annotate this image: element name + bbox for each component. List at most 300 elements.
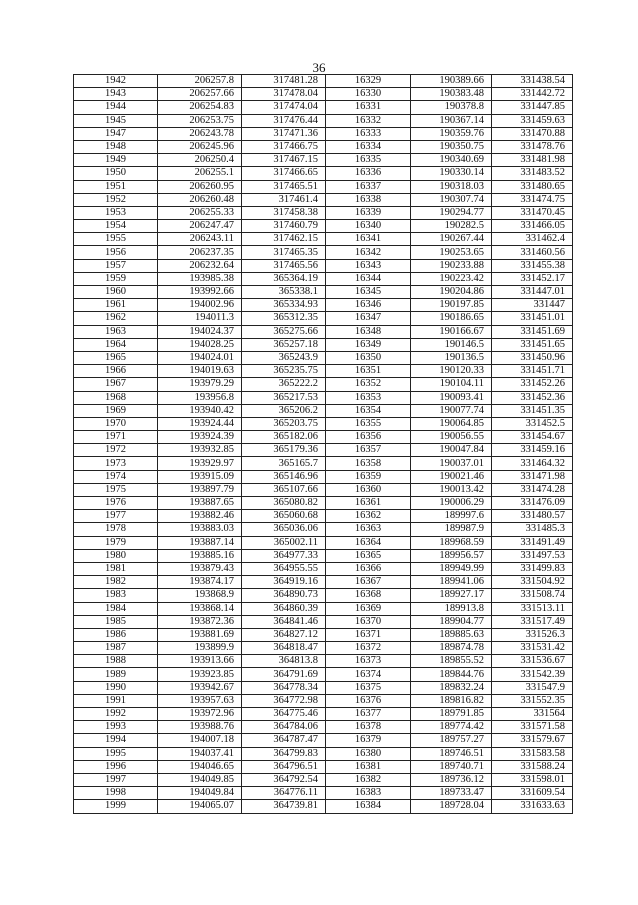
y-coordinate-a-cell: 365002.11 <box>242 536 326 549</box>
x-coordinate-b-cell: 190021.46 <box>411 470 492 483</box>
x-coordinate-a-cell: 206255.1 <box>158 167 242 180</box>
y-coordinate-a-cell: 317481.28 <box>242 75 326 88</box>
point-number-a-cell: 1966 <box>74 365 158 378</box>
y-coordinate-b-cell: 331447 <box>492 299 573 312</box>
point-number-a-cell: 1999 <box>74 800 158 813</box>
y-coordinate-a-cell: 364890.73 <box>242 589 326 602</box>
x-coordinate-a-cell: 206250.4 <box>158 154 242 167</box>
point-number-a-cell: 1989 <box>74 668 158 681</box>
point-number-b-cell: 16381 <box>326 760 411 773</box>
y-coordinate-b-cell: 331564 <box>492 708 573 721</box>
x-coordinate-b-cell: 190104.11 <box>411 378 492 391</box>
x-coordinate-a-cell: 206260.95 <box>158 180 242 193</box>
x-coordinate-a-cell: 193985.38 <box>158 272 242 285</box>
y-coordinate-b-cell: 331526.3 <box>492 628 573 641</box>
y-coordinate-b-cell: 331542.39 <box>492 668 573 681</box>
y-coordinate-b-cell: 331455.38 <box>492 259 573 272</box>
point-number-b-cell: 16371 <box>326 628 411 641</box>
x-coordinate-b-cell: 190282.5 <box>411 220 492 233</box>
x-coordinate-a-cell: 193923.85 <box>158 668 242 681</box>
point-number-b-cell: 16360 <box>326 483 411 496</box>
table-row <box>74 523 573 536</box>
x-coordinate-b-cell: 190197.85 <box>411 299 492 312</box>
point-number-b-cell: 16340 <box>326 220 411 233</box>
table-row <box>74 800 573 813</box>
y-coordinate-b-cell: 331452.26 <box>492 378 573 391</box>
x-coordinate-b-cell: 190146.5 <box>411 338 492 351</box>
point-number-b-cell: 16342 <box>326 246 411 259</box>
table-row <box>74 127 573 140</box>
x-coordinate-b-cell: 189791.85 <box>411 708 492 721</box>
point-number-a-cell: 1947 <box>74 127 158 140</box>
table-row <box>74 497 573 510</box>
y-coordinate-b-cell: 331451.65 <box>492 338 573 351</box>
y-coordinate-a-cell: 317467.15 <box>242 154 326 167</box>
x-coordinate-a-cell: 193887.14 <box>158 536 242 549</box>
point-number-b-cell: 16353 <box>326 391 411 404</box>
table-row <box>74 773 573 786</box>
point-number-a-cell: 1965 <box>74 351 158 364</box>
x-coordinate-b-cell: 190186.65 <box>411 312 492 325</box>
table-row <box>74 312 573 325</box>
table-row <box>74 747 573 760</box>
y-coordinate-a-cell: 365334.93 <box>242 299 326 312</box>
y-coordinate-b-cell: 331470.88 <box>492 127 573 140</box>
x-coordinate-a-cell: 193924.39 <box>158 431 242 444</box>
point-number-b-cell: 16339 <box>326 206 411 219</box>
x-coordinate-b-cell: 190330.14 <box>411 167 492 180</box>
point-number-b-cell: 16334 <box>326 140 411 153</box>
point-number-b-cell: 16337 <box>326 180 411 193</box>
y-coordinate-b-cell: 331485.3 <box>492 523 573 536</box>
x-coordinate-b-cell: 190350.75 <box>411 140 492 153</box>
table-row <box>74 694 573 707</box>
point-number-b-cell: 16341 <box>326 233 411 246</box>
y-coordinate-a-cell: 365203.75 <box>242 417 326 430</box>
point-number-a-cell: 1967 <box>74 378 158 391</box>
x-coordinate-a-cell: 206254.83 <box>158 101 242 114</box>
y-coordinate-a-cell: 365217.53 <box>242 391 326 404</box>
table-row <box>74 233 573 246</box>
point-number-a-cell: 1952 <box>74 193 158 206</box>
y-coordinate-b-cell: 331588.24 <box>492 760 573 773</box>
y-coordinate-a-cell: 365146.96 <box>242 470 326 483</box>
table-row <box>74 246 573 259</box>
y-coordinate-b-cell: 331517.49 <box>492 615 573 628</box>
x-coordinate-b-cell: 189740.71 <box>411 760 492 773</box>
point-number-a-cell: 1961 <box>74 299 158 312</box>
x-coordinate-a-cell: 193885.16 <box>158 549 242 562</box>
x-coordinate-a-cell: 206247.47 <box>158 220 242 233</box>
table-row <box>74 167 573 180</box>
y-coordinate-a-cell: 365182.06 <box>242 431 326 444</box>
point-number-a-cell: 1970 <box>74 417 158 430</box>
point-number-b-cell: 16367 <box>326 576 411 589</box>
x-coordinate-b-cell: 190307.74 <box>411 193 492 206</box>
x-coordinate-a-cell: 193874.17 <box>158 576 242 589</box>
coordinates-table-body <box>74 75 573 814</box>
y-coordinate-b-cell: 331536.67 <box>492 655 573 668</box>
point-number-a-cell: 1962 <box>74 312 158 325</box>
point-number-b-cell: 16369 <box>326 602 411 615</box>
table-row <box>74 668 573 681</box>
point-number-b-cell: 16382 <box>326 773 411 786</box>
x-coordinate-b-cell: 190389.66 <box>411 75 492 88</box>
x-coordinate-a-cell: 194002.96 <box>158 299 242 312</box>
x-coordinate-b-cell: 189956.57 <box>411 549 492 562</box>
table-row <box>74 365 573 378</box>
page-number: 36 <box>312 60 326 75</box>
x-coordinate-a-cell: 194024.01 <box>158 351 242 364</box>
point-number-b-cell: 16329 <box>326 75 411 88</box>
point-number-b-cell: 16370 <box>326 615 411 628</box>
table-row <box>74 576 573 589</box>
x-coordinate-b-cell: 189855.52 <box>411 655 492 668</box>
point-number-a-cell: 1986 <box>74 628 158 641</box>
x-coordinate-b-cell: 189774.42 <box>411 721 492 734</box>
y-coordinate-b-cell: 331464.32 <box>492 457 573 470</box>
x-coordinate-b-cell: 189941.06 <box>411 576 492 589</box>
y-coordinate-a-cell: 364813.8 <box>242 655 326 668</box>
x-coordinate-b-cell: 189728.04 <box>411 800 492 813</box>
table-row <box>74 417 573 430</box>
y-coordinate-b-cell: 331460.56 <box>492 246 573 259</box>
y-coordinate-b-cell: 331598.01 <box>492 773 573 786</box>
y-coordinate-a-cell: 365235.75 <box>242 365 326 378</box>
x-coordinate-b-cell: 190037.01 <box>411 457 492 470</box>
y-coordinate-a-cell: 365243.9 <box>242 351 326 364</box>
point-number-a-cell: 1979 <box>74 536 158 549</box>
x-coordinate-a-cell: 193940.42 <box>158 404 242 417</box>
y-coordinate-b-cell: 331480.57 <box>492 510 573 523</box>
point-number-a-cell: 1954 <box>74 220 158 233</box>
y-coordinate-b-cell: 331451.01 <box>492 312 573 325</box>
point-number-a-cell: 1950 <box>74 167 158 180</box>
x-coordinate-b-cell: 189968.59 <box>411 536 492 549</box>
x-coordinate-a-cell: 206232.64 <box>158 259 242 272</box>
point-number-b-cell: 16352 <box>326 378 411 391</box>
y-coordinate-a-cell: 364955.55 <box>242 562 326 575</box>
table-row <box>74 562 573 575</box>
y-coordinate-a-cell: 365107.66 <box>242 483 326 496</box>
x-coordinate-b-cell: 190093.41 <box>411 391 492 404</box>
y-coordinate-a-cell: 365364.19 <box>242 272 326 285</box>
y-coordinate-b-cell: 331609.54 <box>492 787 573 800</box>
x-coordinate-b-cell: 190253.65 <box>411 246 492 259</box>
point-number-a-cell: 1980 <box>74 549 158 562</box>
y-coordinate-a-cell: 317478.04 <box>242 88 326 101</box>
x-coordinate-b-cell: 190047.84 <box>411 444 492 457</box>
point-number-b-cell: 16357 <box>326 444 411 457</box>
y-coordinate-a-cell: 364792.54 <box>242 773 326 786</box>
x-coordinate-b-cell: 190006.29 <box>411 497 492 510</box>
y-coordinate-b-cell: 331476.09 <box>492 497 573 510</box>
point-number-a-cell: 1997 <box>74 773 158 786</box>
y-coordinate-b-cell: 331497.53 <box>492 549 573 562</box>
y-coordinate-b-cell: 331491.49 <box>492 536 573 549</box>
point-number-b-cell: 16354 <box>326 404 411 417</box>
point-number-b-cell: 16368 <box>326 589 411 602</box>
x-coordinate-b-cell: 189832.24 <box>411 681 492 694</box>
x-coordinate-a-cell: 193988.76 <box>158 721 242 734</box>
point-number-b-cell: 16378 <box>326 721 411 734</box>
point-number-a-cell: 1945 <box>74 114 158 127</box>
table-row <box>74 760 573 773</box>
y-coordinate-a-cell: 364787.47 <box>242 734 326 747</box>
point-number-b-cell: 16338 <box>326 193 411 206</box>
x-coordinate-a-cell: 194065.07 <box>158 800 242 813</box>
y-coordinate-a-cell: 364799.83 <box>242 747 326 760</box>
x-coordinate-a-cell: 194037.41 <box>158 747 242 760</box>
y-coordinate-b-cell: 331447.85 <box>492 101 573 114</box>
point-number-a-cell: 1964 <box>74 338 158 351</box>
point-number-b-cell: 16383 <box>326 787 411 800</box>
table-row <box>74 114 573 127</box>
table-row <box>74 602 573 615</box>
y-coordinate-a-cell: 317462.15 <box>242 233 326 246</box>
point-number-b-cell: 16377 <box>326 708 411 721</box>
point-number-b-cell: 16375 <box>326 681 411 694</box>
x-coordinate-a-cell: 206243.78 <box>158 127 242 140</box>
y-coordinate-a-cell: 364977.33 <box>242 549 326 562</box>
table-row <box>74 259 573 272</box>
table-row <box>74 206 573 219</box>
point-number-b-cell: 16359 <box>326 470 411 483</box>
x-coordinate-a-cell: 206257.66 <box>158 88 242 101</box>
x-coordinate-a-cell: 193899.9 <box>158 642 242 655</box>
table-row <box>74 180 573 193</box>
point-number-b-cell: 16379 <box>326 734 411 747</box>
point-number-a-cell: 1993 <box>74 721 158 734</box>
y-coordinate-b-cell: 331474.75 <box>492 193 573 206</box>
y-coordinate-a-cell: 317458.38 <box>242 206 326 219</box>
table-row <box>74 642 573 655</box>
x-coordinate-a-cell: 193992.66 <box>158 286 242 299</box>
point-number-b-cell: 16348 <box>326 325 411 338</box>
y-coordinate-a-cell: 317465.56 <box>242 259 326 272</box>
point-number-b-cell: 16344 <box>326 272 411 285</box>
point-number-b-cell: 16380 <box>326 747 411 760</box>
x-coordinate-a-cell: 193956.8 <box>158 391 242 404</box>
table-row <box>74 655 573 668</box>
y-coordinate-a-cell: 364775.46 <box>242 708 326 721</box>
point-number-b-cell: 16362 <box>326 510 411 523</box>
y-coordinate-b-cell: 331531.42 <box>492 642 573 655</box>
x-coordinate-a-cell: 206253.75 <box>158 114 242 127</box>
y-coordinate-b-cell: 331466.05 <box>492 220 573 233</box>
x-coordinate-b-cell: 190077.74 <box>411 404 492 417</box>
point-number-a-cell: 1985 <box>74 615 158 628</box>
table-row <box>74 140 573 153</box>
x-coordinate-a-cell: 193942.67 <box>158 681 242 694</box>
x-coordinate-a-cell: 206260.48 <box>158 193 242 206</box>
x-coordinate-a-cell: 206237.35 <box>158 246 242 259</box>
y-coordinate-a-cell: 364772.98 <box>242 694 326 707</box>
point-number-a-cell: 1957 <box>74 259 158 272</box>
table-row <box>74 734 573 747</box>
y-coordinate-a-cell: 317465.51 <box>242 180 326 193</box>
y-coordinate-a-cell: 365179.36 <box>242 444 326 457</box>
point-number-b-cell: 16349 <box>326 338 411 351</box>
x-coordinate-a-cell: 193915.09 <box>158 470 242 483</box>
x-coordinate-b-cell: 189746.51 <box>411 747 492 760</box>
point-number-b-cell: 16333 <box>326 127 411 140</box>
y-coordinate-a-cell: 365222.2 <box>242 378 326 391</box>
point-number-b-cell: 16361 <box>326 497 411 510</box>
y-coordinate-a-cell: 317474.04 <box>242 101 326 114</box>
y-coordinate-a-cell: 365060.68 <box>242 510 326 523</box>
table-row <box>74 536 573 549</box>
y-coordinate-b-cell: 331452.5 <box>492 417 573 430</box>
table-row <box>74 721 573 734</box>
x-coordinate-b-cell: 189844.76 <box>411 668 492 681</box>
y-coordinate-a-cell: 317471.36 <box>242 127 326 140</box>
point-number-a-cell: 1943 <box>74 88 158 101</box>
point-number-a-cell: 1987 <box>74 642 158 655</box>
point-number-b-cell: 16373 <box>326 655 411 668</box>
point-number-a-cell: 1998 <box>74 787 158 800</box>
y-coordinate-a-cell: 364827.12 <box>242 628 326 641</box>
point-number-a-cell: 1942 <box>74 75 158 88</box>
point-number-a-cell: 1963 <box>74 325 158 338</box>
table-row <box>74 615 573 628</box>
x-coordinate-b-cell: 190120.33 <box>411 365 492 378</box>
x-coordinate-a-cell: 193887.65 <box>158 497 242 510</box>
table-row <box>74 220 573 233</box>
x-coordinate-b-cell: 190340.69 <box>411 154 492 167</box>
table-row <box>74 404 573 417</box>
table-row <box>74 378 573 391</box>
point-number-a-cell: 1984 <box>74 602 158 615</box>
y-coordinate-a-cell: 365036.06 <box>242 523 326 536</box>
x-coordinate-b-cell: 190367.14 <box>411 114 492 127</box>
point-number-a-cell: 1992 <box>74 708 158 721</box>
y-coordinate-a-cell: 365275.66 <box>242 325 326 338</box>
y-coordinate-a-cell: 365257.18 <box>242 338 326 351</box>
point-number-a-cell: 1960 <box>74 286 158 299</box>
y-coordinate-a-cell: 365312.35 <box>242 312 326 325</box>
x-coordinate-a-cell: 193972.96 <box>158 708 242 721</box>
point-number-b-cell: 16355 <box>326 417 411 430</box>
point-number-a-cell: 1988 <box>74 655 158 668</box>
point-number-b-cell: 16356 <box>326 431 411 444</box>
point-number-a-cell: 1974 <box>74 470 158 483</box>
x-coordinate-b-cell: 190378.8 <box>411 101 492 114</box>
y-coordinate-b-cell: 331451.69 <box>492 325 573 338</box>
y-coordinate-a-cell: 364841.46 <box>242 615 326 628</box>
y-coordinate-a-cell: 364791.69 <box>242 668 326 681</box>
point-number-a-cell: 1973 <box>74 457 158 470</box>
point-number-b-cell: 16376 <box>326 694 411 707</box>
x-coordinate-a-cell: 193883.03 <box>158 523 242 536</box>
x-coordinate-a-cell: 206255.33 <box>158 206 242 219</box>
x-coordinate-b-cell: 190223.42 <box>411 272 492 285</box>
y-coordinate-a-cell: 364919.16 <box>242 576 326 589</box>
y-coordinate-a-cell: 364860.39 <box>242 602 326 615</box>
point-number-a-cell: 1976 <box>74 497 158 510</box>
table-row <box>74 286 573 299</box>
table-row <box>74 299 573 312</box>
table-row <box>74 483 573 496</box>
point-number-b-cell: 16351 <box>326 365 411 378</box>
y-coordinate-a-cell: 364796.51 <box>242 760 326 773</box>
coordinates-table <box>73 74 573 814</box>
x-coordinate-b-cell: 190383.48 <box>411 88 492 101</box>
y-coordinate-b-cell: 331459.16 <box>492 444 573 457</box>
point-number-a-cell: 1948 <box>74 140 158 153</box>
y-coordinate-a-cell: 364776.11 <box>242 787 326 800</box>
point-number-a-cell: 1981 <box>74 562 158 575</box>
x-coordinate-b-cell: 190294.77 <box>411 206 492 219</box>
point-number-a-cell: 1990 <box>74 681 158 694</box>
x-coordinate-b-cell: 189757.27 <box>411 734 492 747</box>
y-coordinate-a-cell: 317461.4 <box>242 193 326 206</box>
table-row <box>74 589 573 602</box>
x-coordinate-b-cell: 190204.86 <box>411 286 492 299</box>
x-coordinate-a-cell: 194028.25 <box>158 338 242 351</box>
y-coordinate-a-cell: 365206.2 <box>242 404 326 417</box>
table-row <box>74 787 573 800</box>
y-coordinate-b-cell: 331481.98 <box>492 154 573 167</box>
x-coordinate-b-cell: 189816.82 <box>411 694 492 707</box>
x-coordinate-a-cell: 194049.84 <box>158 787 242 800</box>
point-number-a-cell: 1955 <box>74 233 158 246</box>
point-number-a-cell: 1977 <box>74 510 158 523</box>
x-coordinate-b-cell: 190166.67 <box>411 325 492 338</box>
point-number-a-cell: 1951 <box>74 180 158 193</box>
y-coordinate-b-cell: 331571.58 <box>492 721 573 734</box>
table-row <box>74 628 573 641</box>
table-row <box>74 457 573 470</box>
point-number-b-cell: 16343 <box>326 259 411 272</box>
y-coordinate-a-cell: 317460.79 <box>242 220 326 233</box>
x-coordinate-a-cell: 193897.79 <box>158 483 242 496</box>
y-coordinate-b-cell: 331478.76 <box>492 140 573 153</box>
x-coordinate-b-cell: 189987.9 <box>411 523 492 536</box>
x-coordinate-b-cell: 190013.42 <box>411 483 492 496</box>
y-coordinate-a-cell: 365338.1 <box>242 286 326 299</box>
point-number-b-cell: 16384 <box>326 800 411 813</box>
y-coordinate-b-cell: 331483.52 <box>492 167 573 180</box>
y-coordinate-a-cell: 317465.35 <box>242 246 326 259</box>
point-number-a-cell: 1975 <box>74 483 158 496</box>
point-number-b-cell: 16332 <box>326 114 411 127</box>
table-row <box>74 193 573 206</box>
point-number-b-cell: 16346 <box>326 299 411 312</box>
x-coordinate-b-cell: 189927.17 <box>411 589 492 602</box>
point-number-a-cell: 1959 <box>74 272 158 285</box>
y-coordinate-b-cell: 331480.65 <box>492 180 573 193</box>
y-coordinate-b-cell: 331442.72 <box>492 88 573 101</box>
table-row <box>74 272 573 285</box>
point-number-b-cell: 16330 <box>326 88 411 101</box>
table-row <box>74 154 573 167</box>
table-row <box>74 325 573 338</box>
y-coordinate-a-cell: 365165.7 <box>242 457 326 470</box>
x-coordinate-b-cell: 190056.55 <box>411 431 492 444</box>
x-coordinate-a-cell: 194007.18 <box>158 734 242 747</box>
point-number-a-cell: 1994 <box>74 734 158 747</box>
x-coordinate-a-cell: 194024.37 <box>158 325 242 338</box>
point-number-a-cell: 1956 <box>74 246 158 259</box>
x-coordinate-a-cell: 193881.69 <box>158 628 242 641</box>
x-coordinate-a-cell: 206243.11 <box>158 233 242 246</box>
point-number-a-cell: 1983 <box>74 589 158 602</box>
y-coordinate-b-cell: 331547.9 <box>492 681 573 694</box>
y-coordinate-a-cell: 317466.75 <box>242 140 326 153</box>
y-coordinate-b-cell: 331508.74 <box>492 589 573 602</box>
x-coordinate-a-cell: 193868.14 <box>158 602 242 615</box>
